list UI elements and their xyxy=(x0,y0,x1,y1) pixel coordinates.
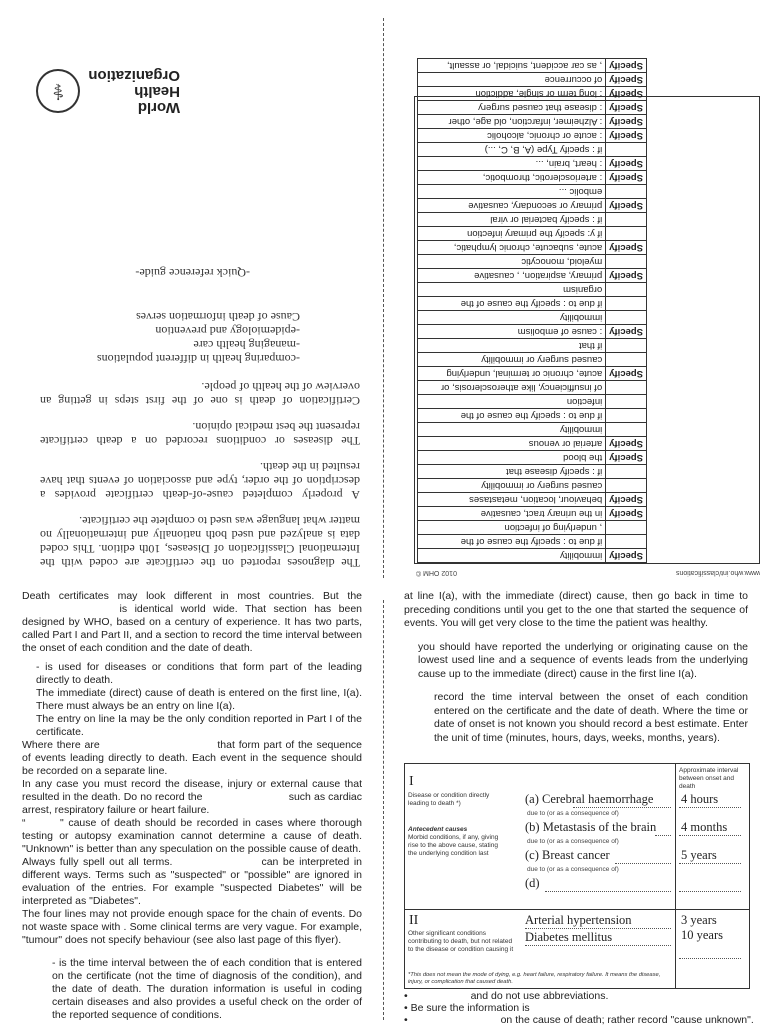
intro-line-1: Cause of death information serves xyxy=(136,310,300,324)
spec-row xyxy=(418,479,647,493)
intro-line-4: -comparing health in different populations xyxy=(96,352,300,366)
spec-row-text: : disease that caused surgery xyxy=(418,101,606,115)
spec-row xyxy=(418,507,647,521)
spec-row-text: immobility xyxy=(418,311,606,325)
spec-row xyxy=(418,367,647,381)
spec-row-text: of occurrence xyxy=(418,73,606,87)
spec-row xyxy=(418,199,647,213)
due-text-a: due to (or as a consequence of) xyxy=(527,810,619,817)
spec-row-text: in the urinary tract, causative xyxy=(418,507,606,521)
spec-row xyxy=(418,451,647,465)
spec-row xyxy=(418,87,647,101)
spec-row-label xyxy=(606,339,647,353)
spec-row-text: immobility xyxy=(418,423,606,437)
cert-line-a: (a) Cerebral haemorrhage xyxy=(525,792,654,806)
part2-desc: Other significant conditions contributing to death, but not related to the disease or condition causing it xyxy=(408,930,514,953)
spec-row xyxy=(418,269,647,283)
spec-row xyxy=(418,549,647,563)
left-p1-b: is identical world wide. That section has been designed by WHO, based on a century of experience. It has two parts, called Part I and Part II, and a section to record the time interval between the onset of each condition and the date of death. xyxy=(22,603,362,654)
spec-row-text: : cause of embolism xyxy=(418,325,606,339)
spec-row xyxy=(418,227,647,241)
who-emblem-icon: ⚕ xyxy=(36,69,80,113)
spec-row-text: organism xyxy=(418,283,606,297)
right-column xyxy=(404,590,748,755)
spec-row-label: Specify xyxy=(606,325,647,339)
spec-row-text: : long term or single, addiction xyxy=(418,87,606,101)
intro-paragraph-1: Certification of death is one of the first steps in getting an overview of the health of people. xyxy=(40,380,360,408)
left-p4: The entry on line Ia may be the only condition reported in Part I of the certificate. xyxy=(36,713,362,738)
intro-paragraph-4: The diagnoses reported on the certificate are coded with the International Classification of Diseases, 10th edition. This coded data is analyzed and used both nationally and internationally no matter what language was used to complete the certificate. xyxy=(40,514,360,570)
bullet-1: • and do not use abbreviations. xyxy=(404,990,609,1002)
left-p6-b: such as cardiac arrest, respiratory failure or heart failure. xyxy=(22,791,363,816)
right-p2: you should have reported the underlying or originating cause on the lowest used line and a sequence of events leads from the underlying cause up to the immediate (direct) cause in the first line I(a). xyxy=(418,640,748,680)
spec-row-label: Specify xyxy=(606,59,647,73)
left-p8-a: Always fully spell out all terms. xyxy=(22,856,173,868)
intro-panel xyxy=(40,50,360,570)
spec-row xyxy=(418,395,647,409)
left-p2: - is used for diseases or conditions that form part of the leading directly to death. xyxy=(36,661,362,686)
left-p6-a: In any case you must record the disease, injury or external cause that resulted in the death. Do no record the xyxy=(22,778,362,803)
spec-row xyxy=(418,255,647,269)
spec-row xyxy=(418,143,647,157)
part1-roman: I xyxy=(409,774,414,789)
spec-table-panel xyxy=(404,60,760,576)
spec-row-label: Specify xyxy=(606,241,647,255)
right-p1: at line I(a), with the immediate (direct) cause, then go back in time to preceding conditions until you get to the one that started the sequence of events. You will get very close to the time the patient was healthy. xyxy=(404,590,748,629)
spec-row-text: arterial or venous xyxy=(418,437,606,451)
spec-row xyxy=(418,521,647,535)
spec-row xyxy=(418,381,647,395)
spec-row-label xyxy=(606,521,647,535)
spec-row-text: , as car accident, suicidal, or assault, xyxy=(418,59,606,73)
spec-row xyxy=(418,437,647,451)
spec-row-text: of insufficiency, like atherosclerosis, or xyxy=(418,381,606,395)
spec-row xyxy=(418,185,647,199)
footer-copyright: 0102 OHM © xyxy=(416,569,457,576)
spec-row-text: immobility xyxy=(418,549,606,563)
spec-row xyxy=(418,157,647,171)
spec-row-label: Specify xyxy=(606,451,647,465)
spec-row-label xyxy=(606,283,647,297)
spec-row-label xyxy=(606,255,647,269)
intro-line-2: -epidemiology and prevention xyxy=(155,324,300,338)
antecedent-title: Antecedent causes xyxy=(408,826,468,833)
spec-row xyxy=(418,409,647,423)
spec-row-label: Specify xyxy=(606,115,647,129)
spec-row xyxy=(418,353,647,367)
spec-row-text: if : specify Type (A, B, C, ...) xyxy=(418,143,606,157)
who-logo xyxy=(36,67,180,115)
spec-row-label: Specify xyxy=(606,171,647,185)
spec-row-text: caused surgery or immobility xyxy=(418,353,606,367)
left-p7: “ " cause of death should be recorded in cases where thorough testing or autopsy examination cannot determine a cause of death. "Unknown" is better than any speculation on the possible cause of death. xyxy=(22,817,362,855)
interval-header: Approximate interval between onset and death xyxy=(679,767,739,790)
cert-line-b: (b) Metastasis of the brain xyxy=(525,820,657,834)
left-p10: - is the time interval between the of each condition that is entered on the certificate (not the time of diagnosis of the condition), and the date of death. The duration information is useful in coding certain diseases and also provides a useful check on the order of the reported sequence of conditions. xyxy=(52,957,362,1021)
spec-row-label: Specify xyxy=(606,367,647,381)
spec-row-label: Specify xyxy=(606,199,647,213)
spec-row-label xyxy=(606,185,647,199)
spec-row-label xyxy=(606,465,647,479)
spec-row-text: if due to : specify the cause of the xyxy=(418,409,606,423)
interval-a: 4 hours xyxy=(681,792,719,806)
spec-row xyxy=(418,311,647,325)
spec-row-text: primary, aspiration, , causative xyxy=(418,269,606,283)
antecedent-desc: Morbid conditions, if any, giving rise to the above cause, stating the underlying condition last xyxy=(408,834,499,857)
left-p8-b: can be interpreted in different ways. Terms such as "suspected" or "possible" are ignored in evaluation of the entries. For example "suspected Diabetes" will be interpreted as "Diabetes". xyxy=(22,856,363,907)
spec-row-text: caused surgery or immobility xyxy=(418,479,606,493)
spec-row-label xyxy=(606,353,647,367)
spec-row xyxy=(418,465,647,479)
spec-row-label xyxy=(606,297,647,311)
spec-row xyxy=(418,171,647,185)
spec-row-text: if : specify bacterial or viral xyxy=(418,213,606,227)
guide-title: -Quick reference guide- xyxy=(135,266,250,280)
spec-row-label: Specify xyxy=(606,549,647,563)
due-text-b: due to (or as a consequence of) xyxy=(527,838,619,845)
spec-row xyxy=(418,423,647,437)
spec-row-text: infection xyxy=(418,395,606,409)
who-name-line2: Organization xyxy=(88,67,180,84)
spec-row-text: if y: specify the primary infection xyxy=(418,227,606,241)
spec-row-text: , underlying of infection xyxy=(418,521,606,535)
spec-row-text: myeloid, monocytic xyxy=(418,255,606,269)
spec-row-text: behaviour, location, metastases xyxy=(418,493,606,507)
spec-row-label: Specify xyxy=(606,101,647,115)
intro-paragraph-2: The diseases or conditions recorded on a death certificate represent the best medical opinion. xyxy=(40,420,360,448)
spec-row xyxy=(418,115,647,129)
spec-row xyxy=(418,535,647,549)
bullet-list xyxy=(404,990,754,1026)
spec-row-label xyxy=(606,311,647,325)
spec-row xyxy=(418,241,647,255)
intro-paragraph-3: A properly completed cause-of-death certificate provides a description of the order, type and association of events that have resulted in the death. xyxy=(40,460,360,502)
spec-row-label xyxy=(606,479,647,493)
spec-row-text: : heart, brain, ... xyxy=(418,157,606,171)
intro-line-3: -managing health care xyxy=(193,338,300,352)
bullet-3: • on the cause of death; rather record "cause unknown". xyxy=(404,1014,754,1026)
spec-row-label xyxy=(606,535,647,549)
left-p1-a: Death certificates may look different in most countries. But the xyxy=(22,590,362,602)
spec-row-label: Specify xyxy=(606,73,647,87)
left-column xyxy=(22,590,362,1022)
interval-c: 5 years xyxy=(681,848,717,862)
footer-url: www.who.int/classifications xyxy=(675,569,760,576)
part1-desc: Disease or condition directly leading to death *) xyxy=(408,792,490,807)
spec-row-text: : Alzheimer, infarction, old age, other xyxy=(418,115,606,129)
spec-row-label xyxy=(606,213,647,227)
spec-row-label: Specify xyxy=(606,507,647,521)
spec-row-label: Specify xyxy=(606,87,647,101)
spec-row-text: embolic ... xyxy=(418,185,606,199)
instructions-panel xyxy=(0,580,768,1024)
left-p5-a: Where there are xyxy=(22,739,100,751)
spec-row-label xyxy=(606,423,647,437)
part2-item-2: Diabetes mellitus xyxy=(525,930,613,944)
spec-row-label xyxy=(606,227,647,241)
part2-interval-2: 10 years xyxy=(681,928,723,942)
spec-row xyxy=(418,101,647,115)
spec-row xyxy=(418,59,647,73)
spec-row-text: if due to : specify the cause of the xyxy=(418,297,606,311)
spec-row-label: Specify xyxy=(606,269,647,283)
fold-line-top xyxy=(383,18,384,578)
spec-row-text: the blood xyxy=(418,451,606,465)
interval-b: 4 months xyxy=(681,820,728,834)
left-p9: The four lines may not provide enough space for the chain of events. Do not waste space with . Some clinical terms are very vague. For example, "tumour" does not specify behaviour (see also last page of this flyer). xyxy=(22,908,362,946)
spec-row xyxy=(418,213,647,227)
spec-row-label: Specify xyxy=(606,129,647,143)
spec-row xyxy=(418,339,647,353)
left-p5-b: that form part of the sequence of events leading directly to death. Each event in the sequence should be recorded on a separate line. xyxy=(22,739,362,777)
who-name-line1: World Health xyxy=(134,83,180,116)
spec-row xyxy=(418,73,647,87)
spec-row xyxy=(418,325,647,339)
death-certificate-example xyxy=(404,763,750,989)
spec-row xyxy=(418,493,647,507)
cert-line-c: (c) Breast cancer xyxy=(525,848,610,862)
right-p3: record the time interval between the onset of each condition entered on the certificate and the date of death. Where the time or date of onset is not known you should record a best estimate. Enter the unit of time (minutes, hours, days, weeks, months, years). xyxy=(434,691,748,744)
certificate-part-1 xyxy=(405,764,749,910)
spec-row-text: primary or secondary, causative xyxy=(418,199,606,213)
spec-row-label xyxy=(606,143,647,157)
spec-row xyxy=(418,283,647,297)
spec-row-text: acute, subacute, chronic lymphatic, xyxy=(418,241,606,255)
spec-row-text: acute, chronic or terminal, underlying xyxy=(418,367,606,381)
cert-line-d: (d) xyxy=(525,876,540,890)
spec-table xyxy=(417,58,647,563)
spec-row-text: if that xyxy=(418,339,606,353)
spec-row-text: : arteriosclerotic, thrombotic, xyxy=(418,171,606,185)
spec-row xyxy=(418,297,647,311)
spec-row-label xyxy=(606,395,647,409)
certificate-footnote: *This does not mean the mode of dying, e.g. heart failure, respiratory failure. It means the disease, injury, or complication that caused death. xyxy=(408,972,661,985)
spec-row-label xyxy=(606,381,647,395)
part2-interval-1: 3 years xyxy=(681,913,717,927)
spec-row-label xyxy=(606,409,647,423)
spec-row-text: if : specify disease that xyxy=(418,465,606,479)
spec-row-label: Specify xyxy=(606,493,647,507)
part2-roman: II xyxy=(409,913,419,928)
spec-row xyxy=(418,129,647,143)
bullet-2: • Be sure the information is xyxy=(404,1002,530,1014)
certificate-part-2 xyxy=(405,910,749,988)
spec-table-outer xyxy=(414,60,760,564)
spec-row-label: Specify xyxy=(606,437,647,451)
left-p3: The immediate (direct) cause of death is entered on the first line, I(a). There must always be an entry on line I(a). xyxy=(36,687,362,712)
part2-item-1: Arterial hypertension xyxy=(525,913,632,927)
spec-row-text: : acute or chronic, alcoholic xyxy=(418,129,606,143)
spec-row-label: Specify xyxy=(606,157,647,171)
spec-row-text: if due to : specify the cause of the xyxy=(418,535,606,549)
due-text-c: due to (or as a consequence of) xyxy=(527,866,619,873)
